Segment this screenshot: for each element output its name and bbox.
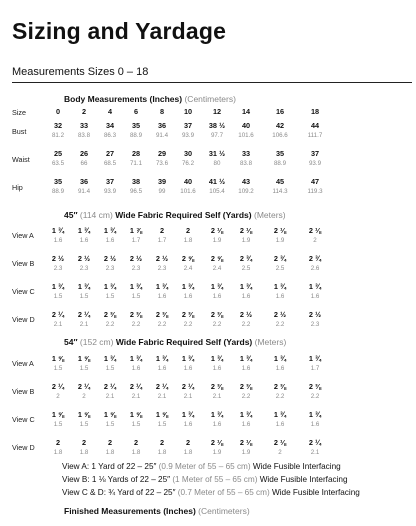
row-label: View C [12,415,35,424]
yardage-meters: 2.3 [105,265,115,272]
yardage-yards: 2 ⅝ [210,254,224,263]
measure-cm: 101.6 [238,132,254,139]
yardage-yards: 2 ⅛ [210,226,224,235]
measure-cm: 73.6 [155,160,169,167]
yardage-yards: 2 ½ [308,310,322,319]
yardage-yards: 1 ¾ [273,354,287,363]
yardage-yards: 1 ¾ [155,282,169,291]
yardage-yards: 2 ¼ [129,382,143,391]
yardage-meters: 1.5 [105,421,115,428]
measure-cm: 80 [213,160,221,167]
yardage-yards: 2 [81,438,87,447]
measure-cm: 71.1 [129,160,143,167]
yardage-yards: 1 ¾ [210,410,224,419]
yardage-yards: 2 ⅛ [273,438,287,447]
row-label: View C [12,287,35,296]
measure-cm: 114.3 [272,188,288,195]
body-measurements-heading [64,94,236,104]
measure-inches: 43 [241,177,251,186]
measure-cm: 68.5 [103,160,117,167]
yardage-meters: 1.6 [131,365,141,372]
yardage-meters: 1.9 [241,237,251,244]
yardage-meters: 1.8 [105,449,115,456]
measure-cm: 93.9 [181,132,195,139]
yardage-yards: 1 ¾ [103,282,117,291]
measure-cm: 91.4 [77,188,91,195]
size-value: 2 [81,107,87,116]
measure-inches: 37 [105,177,115,186]
yardage-meters: 1.8 [53,449,63,456]
yardage-meters: 2 [56,393,60,400]
yardage-meters: 1.8 [183,449,193,456]
heading-width: 45″ [64,210,78,220]
fabric-45-heading [64,210,286,220]
yardage-yards: 1 ¾ [308,410,322,419]
measure-inches: 27 [105,149,115,158]
yardage-meters: 2 [278,449,282,456]
measure-cm: 96.5 [129,188,143,195]
yardage-yards: 1 ¾ [77,226,91,235]
heading-main: Wide Fabric Required Self (Yards) [115,210,252,220]
yardage-yards: 2 ¼ [103,382,117,391]
yardage-yards: 1 ¾ [239,354,253,363]
yardage-yards: 2 ⅜ [239,382,253,391]
yardage-yards: 1 ¾ [210,282,224,291]
interfacing-note: View C & D: ¾ Yard of 22 – 25″ (0.7 Meter of 55 – 65 cm) Wide Fusible Interfacing [62,488,360,497]
yardage-meters: 1.6 [105,237,115,244]
size-value: 6 [133,107,139,116]
measure-inches: 44 [310,121,320,130]
heading-alt: (Centimeters) [184,94,236,104]
yardage-yards: 2 ½ [77,254,91,263]
yardage-meters: 1.5 [157,421,167,428]
yardage-meters: 1.5 [53,421,63,428]
yardage-yards: 2 ¼ [308,438,322,447]
yardage-yards: 2 [159,438,165,447]
yardage-meters: 2.3 [157,265,167,272]
yardage-yards: 2 ⅜ [155,310,169,319]
measure-cm: 88.9 [273,160,287,167]
measure-inches: 38 ½ [208,121,226,130]
measure-inches: 30 [183,149,193,158]
heading-alt: (Meters) [254,337,287,347]
yardage-meters: 1.6 [275,421,285,428]
measure-cm: 99 [158,188,166,195]
yardage-yards: 1 ⅝ [77,354,91,363]
yardage-yards: 2 ¼ [181,382,195,391]
yardage-meters: 1.6 [241,365,251,372]
row-label: View A [12,359,34,368]
yardage-yards: 1 ¾ [181,282,195,291]
measure-cm: 88.9 [51,188,65,195]
finished-measurements-heading: Finished Measurements (Inches) (Centimeters) [64,506,250,516]
yardage-meters: 1.5 [105,293,115,300]
yardage-meters: 1.8 [157,449,167,456]
yardage-yards: 2 ⅜ [210,310,224,319]
yardage-meters: 1.6 [183,365,193,372]
measure-cm: 76.2 [181,160,195,167]
yardage-yards: 2 ⅝ [181,254,195,263]
yardage-meters: 2.1 [79,321,89,328]
yardage-yards: 2 [159,226,165,235]
measure-inches: 35 [53,177,63,186]
yardage-yards: 2 ¼ [77,382,91,391]
yardage-yards: 2 ½ [155,254,169,263]
measure-cm: 83.8 [77,132,91,139]
size-value: 16 [275,107,285,116]
yardage-yards: 1 ¾ [239,282,253,291]
yardage-meters: 1.6 [183,421,193,428]
yardage-meters: 2.6 [310,265,320,272]
measure-inches: 26 [79,149,89,158]
measure-inches: 37 [310,149,320,158]
yardage-yards: 1 ¾ [103,354,117,363]
yardage-meters: 2.5 [241,265,251,272]
subtitle-divider [12,82,412,83]
yardage-meters: 1.6 [157,293,167,300]
measure-cm: 86.3 [103,132,117,139]
measure-inches: 32 [53,121,63,130]
fabric-54-heading [64,337,286,347]
size-value: 12 [212,107,222,116]
yardage-yards: 1 ¾ [77,282,91,291]
yardage-yards: 1 ⅝ [51,410,65,419]
yardage-meters: 1.6 [212,365,222,372]
yardage-yards: 2 [133,438,139,447]
measure-inches: 41 ½ [208,177,226,186]
yardage-meters: 2.3 [79,265,89,272]
measure-inches: 42 [275,121,285,130]
yardage-yards: 1 ¾ [129,354,143,363]
measure-inches: 45 [275,177,285,186]
yardage-meters: 2.2 [275,321,285,328]
row-label: Hip [12,183,23,192]
yardage-yards: 2 [185,226,191,235]
yardage-meters: 1.6 [53,237,63,244]
yardage-yards: 1 ¾ [308,282,322,291]
yardage-meters: 1.6 [183,293,193,300]
measure-cm: 88.9 [129,132,143,139]
yardage-meters: 1.5 [79,365,89,372]
yardage-meters: 1.6 [241,421,251,428]
row-label: View B [12,259,35,268]
yardage-meters: 1.6 [212,421,222,428]
yardage-meters: 2.2 [275,393,285,400]
row-label: View B [12,387,35,396]
yardage-yards: 2 ½ [273,310,287,319]
measure-cm: 106.6 [272,132,288,139]
measure-inches: 25 [53,149,63,158]
yardage-meters: 1.6 [212,293,222,300]
yardage-yards: 1 ¾ [181,410,195,419]
yardage-yards: 1 ⅞ [129,226,143,235]
yardage-yards: 2 ¾ [308,254,322,263]
yardage-yards: 1 ¾ [273,282,287,291]
yardage-yards: 2 ⅜ [308,382,322,391]
yardage-yards: 2 ½ [129,254,143,263]
measure-inches: 28 [131,149,141,158]
measure-inches: 40 [241,121,251,130]
yardage-yards: 1 ¾ [181,354,195,363]
yardage-yards: 2 ⅜ [103,310,117,319]
measure-inches: 40 [183,177,193,186]
yardage-yards: 2 ⅜ [129,310,143,319]
yardage-yards: 1 ⅝ [129,410,143,419]
yardage-meters: 1.7 [310,365,320,372]
row-label: View D [12,315,35,324]
size-value: 10 [183,107,193,116]
size-value: 14 [241,107,251,116]
yardage-yards: 2 ¼ [51,310,65,319]
row-label: View D [12,443,35,452]
yardage-meters: 2.3 [131,265,141,272]
yardage-yards: 2 ⅛ [210,438,224,447]
size-value: 4 [107,107,113,116]
yardage-yards: 1 ¾ [51,282,65,291]
yardage-meters: 1.6 [310,421,320,428]
interfacing-note: View A: 1 Yard of 22 – 25″ (0.9 Meter of 55 – 65 cm) Wide Fusible Interfacing [62,462,341,471]
page-title: Sizing and Yardage [12,18,227,44]
measure-inches: 31 ½ [208,149,226,158]
yardage-meters: 1.5 [79,421,89,428]
yardage-yards: 1 ¾ [308,354,322,363]
yardage-yards: 1 ¾ [51,226,65,235]
yardage-meters: 2.5 [275,265,285,272]
yardage-meters: 1.6 [275,365,285,372]
yardage-meters: 2.1 [183,393,193,400]
yardage-meters: 1.9 [212,237,222,244]
yardage-yards: 2 ¼ [51,382,65,391]
measure-inches: 29 [157,149,167,158]
row-label: Waist [12,155,30,164]
yardage-meters: 1.5 [79,293,89,300]
yardage-meters: 2.2 [105,321,115,328]
yardage-meters: 2.2 [131,321,141,328]
measure-inches: 35 [131,121,141,130]
yardage-yards: 2 ⅜ [181,310,195,319]
heading-main: Body Measurements (Inches) [64,94,183,104]
heading-main: Wide Fabric Required Self (Yards) [115,337,253,347]
yardage-yards: 2 ⅜ [273,382,287,391]
yardage-meters: 2.2 [157,321,167,328]
yardage-yards: 1 ⅝ [51,354,65,363]
yardage-yards: 2 ⅜ [210,382,224,391]
yardage-meters: 1.5 [131,293,141,300]
measure-cm: 83.8 [239,160,253,167]
size-value: 18 [310,107,320,116]
yardage-meters: 2.1 [53,321,63,328]
yardage-yards: 2 ⅛ [239,226,253,235]
yardage-meters: 1.5 [53,293,63,300]
size-value: 8 [159,107,165,116]
measure-inches: 34 [105,121,115,130]
section-subtitle: Measurements Sizes 0 – 18 [12,66,149,78]
measure-inches: 36 [157,121,167,130]
yardage-yards: 2 ¾ [239,254,253,263]
yardage-meters: 1.8 [183,237,193,244]
measure-cm: 63.5 [51,160,65,167]
yardage-yards: 2 ½ [51,254,65,263]
measure-inches: 38 [131,177,141,186]
yardage-meters: 1.6 [310,293,320,300]
heading-width-alt: (152 cm) [79,337,114,347]
yardage-yards: 2 ¾ [273,254,287,263]
yardage-meters: 1.8 [131,449,141,456]
yardage-meters: 2.2 [212,321,222,328]
yardage-meters: 2 [82,393,86,400]
measure-cm: 81.2 [51,132,65,139]
row-label: View A [12,231,34,240]
yardage-meters: 1.6 [157,365,167,372]
yardage-meters: 1.6 [275,293,285,300]
measure-cm: 93.9 [308,160,322,167]
measure-cm: 93.9 [103,188,117,195]
yardage-yards: 2 [55,438,61,447]
yardage-yards: 1 ¾ [155,354,169,363]
yardage-meters: 2.2 [241,321,251,328]
yardage-yards: 2 [107,438,113,447]
yardage-yards: 1 ¾ [103,226,117,235]
measure-cm: 91.4 [155,132,169,139]
yardage-meters: 2.1 [212,393,222,400]
yardage-meters: 1.8 [79,449,89,456]
yardage-yards: 1 ¾ [210,354,224,363]
yardage-meters: 2.1 [310,449,320,456]
yardage-meters: 2.1 [105,393,115,400]
yardage-meters: 2.2 [241,393,251,400]
measure-inches: 39 [157,177,167,186]
interfacing-note: View B: 1 ⅛ Yards of 22 – 25″ (1 Meter of 55 – 65 cm) Wide Fusible Interfacing [62,475,348,484]
yardage-meters: 2.1 [131,393,141,400]
heading-width: 54″ [64,337,78,347]
yardage-meters: 1.9 [275,237,285,244]
yardage-meters: 2.2 [310,393,320,400]
yardage-yards: 1 ¾ [273,410,287,419]
yardage-meters: 2 [313,237,317,244]
measure-cm: 109.2 [238,188,254,195]
yardage-yards: 1 ⅝ [103,410,117,419]
measure-inches: 37 [183,121,193,130]
yardage-meters: 1.7 [131,237,141,244]
measure-cm: 111.7 [307,132,323,139]
yardage-yards: 1 ¾ [129,282,143,291]
row-label: Size [12,108,26,117]
heading-alt: (Meters) [254,210,286,220]
measure-inches: 35 [275,149,285,158]
heading-width-alt: (114 cm) [79,210,113,220]
yardage-yards: 1 ⅝ [77,410,91,419]
size-value: 0 [55,107,61,116]
yardage-yards: 2 [185,438,191,447]
yardage-yards: 1 ⅝ [155,410,169,419]
yardage-yards: 2 ⅛ [273,226,287,235]
yardage-meters: 2.3 [310,321,320,328]
measure-cm: 105.4 [209,188,225,195]
yardage-meters: 2.2 [183,321,193,328]
yardage-yards: 1 ¾ [239,410,253,419]
row-label: Bust [12,127,27,136]
measure-inches: 33 [241,149,251,158]
yardage-yards: 2 ¼ [77,310,91,319]
yardage-meters: 1.5 [131,421,141,428]
yardage-meters: 1.9 [241,449,251,456]
yardage-meters: 2.4 [212,265,222,272]
measure-cm: 97.7 [210,132,224,139]
measure-inches: 47 [310,177,320,186]
yardage-yards: 2 ½ [239,310,253,319]
yardage-meters: 2.1 [157,393,167,400]
measure-cm: 66 [80,160,88,167]
yardage-yards: 2 ¼ [155,382,169,391]
yardage-meters: 1.6 [241,293,251,300]
yardage-yards: 2 ⅛ [239,438,253,447]
yardage-yards: 2 ½ [103,254,117,263]
measure-cm: 119.3 [307,188,323,195]
yardage-meters: 2.3 [53,265,63,272]
yardage-meters: 1.5 [105,365,115,372]
yardage-yards: 2 ⅛ [308,226,322,235]
yardage-meters: 1.6 [79,237,89,244]
yardage-meters: 2.4 [183,265,193,272]
measure-inches: 33 [79,121,89,130]
measure-inches: 36 [79,177,89,186]
yardage-meters: 1.5 [53,365,63,372]
measure-cm: 101.6 [180,188,196,195]
yardage-meters: 1.7 [157,237,167,244]
yardage-meters: 1.9 [212,449,222,456]
